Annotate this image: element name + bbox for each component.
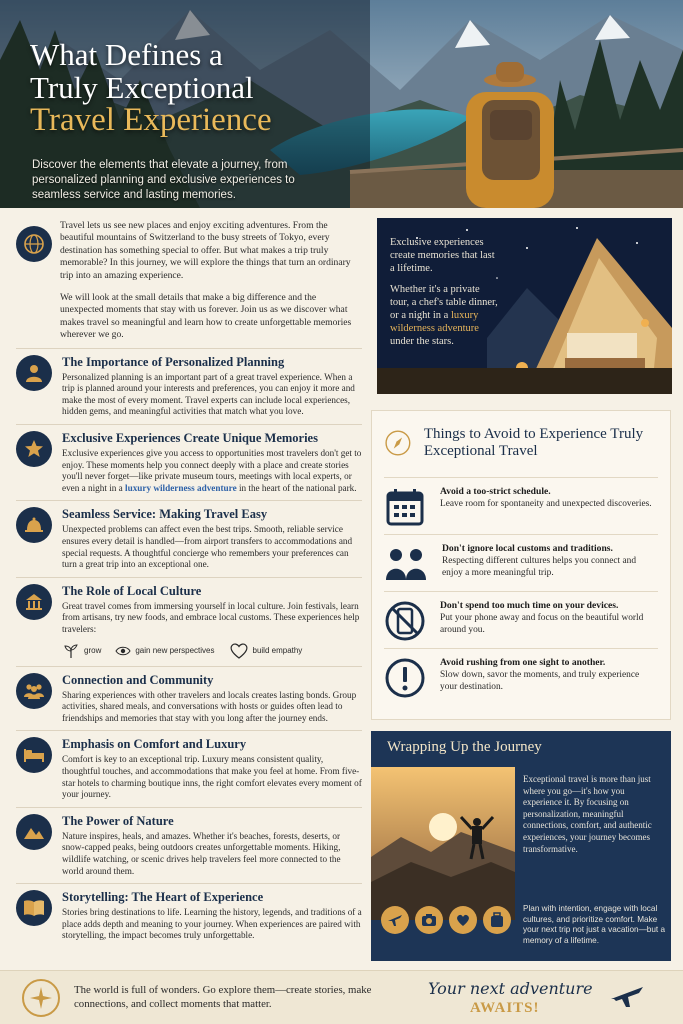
luxury-adventure-link[interactable]: luxury wilderness adventure — [125, 482, 237, 493]
wrap-text-2: Plan with intention, engage with local cultures, and prioritize comfort. Make your next trip not just a vacation—but a memory of a lifetime. — [523, 904, 665, 945]
avoid-title: Things to Avoid to Experience Truly Exceptional Travel — [423, 426, 644, 459]
section-text: Great travel comes from immersing yourself in local culture. Join festivals, learn from artisans, try new foods, and embrace local customs. These experiences help travelers: — [62, 600, 360, 634]
title-line-3: Travel Experience — [30, 102, 272, 138]
avoid-item: Don't spend too much time on your devices. Put your phone away and focus on the beautiful world around you. — [384, 591, 658, 648]
section-personalized-planning — [16, 348, 362, 418]
intro — [16, 220, 362, 342]
avoid-item: Avoid rushing from one sight to another. Slow down, savor the moments, and truly experience your destination. — [384, 648, 658, 705]
section-title: Emphasis on Comfort and Luxury — [62, 737, 247, 752]
section-text: Sharing experiences with other travelers and locals creates lasting bonds. Group activities, shared meals, and conversations with hosts or guides often lead to friendships and memories that stay with you long after the journey ends. — [62, 689, 357, 723]
section-text: Exclusive experiences give you access to opportunities most travelers don't get to enjoy. These moments help you connect deeply with a place and create stories you'll never forget—like private museum tours, meetings with local experts, or even a night in a luxury wilderness adventure in the heart of the national park. — [62, 448, 362, 493]
globe-icon — [16, 226, 52, 262]
alert-icon — [384, 657, 426, 699]
camera-icon — [415, 906, 443, 934]
benefit-grow: grow — [62, 643, 101, 659]
section-text: Unexpected problems can affect even the best trips. Smooth, reliable service ensures every detail is handled—from airport transfers to accommodations and special requests. A thoughtful concierge who remembers your preferences can turn a great trip into an exceptional one. — [62, 524, 353, 570]
section-storytelling — [16, 883, 362, 942]
luggage-icon — [483, 906, 511, 934]
hero-subtitle: Discover the elements that elevate a journey, from personalized planning and exclusive experiences to seamless service and lasting memories. — [32, 159, 295, 201]
temple-icon — [16, 584, 52, 620]
avoid-item: Avoid a too-strict schedule. Leave room for spontaneity and unexpected discoveries. — [384, 477, 658, 534]
wrap-text-1: Exceptional travel is more than just where you go—it's how you experience it. By focusing on personalization, meaningful connections, comfort, and authentic experiences, your journey becomes transformative. — [523, 774, 652, 854]
section-local-culture — [16, 577, 362, 660]
photo-card-line-1: Exclusive experiences create memories that last a lifetime. — [390, 237, 495, 274]
compass-icon — [384, 423, 412, 463]
section-title: Seamless Service: Making Travel Easy — [62, 507, 268, 522]
benefit-empathy: build empathy — [229, 642, 303, 660]
person-icon — [16, 355, 52, 391]
footer — [0, 970, 683, 1024]
section-comfort-luxury — [16, 730, 362, 800]
left-column — [16, 220, 362, 942]
photo-card-line-2: Whether it's a private tour, a chef's table dinner, or a night in a luxury wilderness adventure under the stars. — [390, 284, 498, 347]
section-text: Personalized planning is an important part of a great travel experience. When a trip is planned around your interests and preferences, you can enjoy it more and make the most of every moment. Travel experts can include local experiences, hidden gems, and meaningful activities that match what you love. — [62, 371, 355, 417]
hero-banner — [0, 0, 683, 208]
section-title: The Importance of Personalized Planning — [62, 354, 285, 369]
intro-text — [60, 220, 362, 342]
hiker-photo — [371, 767, 515, 920]
wrap-up-panel — [371, 731, 671, 961]
intro-paragraph-1: Travel lets us see new places and enjoy exciting adventures. From the beautiful mountains of Switzerland to the busy streets of Tokyo, every destination has something special to offer. But what makes a trip truly memorable? In this journey, we will explore the things that turn an ordinary trip into an amazing experience. — [60, 220, 351, 281]
heart-hands-icon — [449, 906, 477, 934]
star-icon — [16, 431, 52, 467]
things-to-avoid-panel — [371, 410, 671, 720]
title-line-1: What Defines a — [30, 37, 223, 72]
sprout-icon — [62, 643, 80, 659]
section-title: Storytelling: The Heart of Experience — [62, 890, 264, 905]
section-title: Connection and Community — [62, 672, 214, 687]
footer-text: The world is full of wonders. Go explore them—create stories, make connections, and collect moments that matter. — [74, 984, 372, 1010]
wrap-icons — [381, 906, 511, 934]
section-power-of-nature — [16, 807, 362, 877]
benefits-row — [62, 642, 362, 660]
bed-icon — [16, 737, 52, 773]
glamping-photo-card — [377, 218, 672, 394]
airplane-icon — [610, 985, 644, 1009]
plane-icon — [381, 906, 409, 934]
section-title: The Role of Local Culture — [62, 583, 202, 598]
group-icon — [16, 673, 52, 709]
section-title: Exclusive Experiences Create Unique Memories — [62, 431, 318, 446]
bell-icon — [16, 507, 52, 543]
title-line-2: Truly Exceptional — [30, 70, 254, 105]
intro-paragraph-2: We will look at the small details that make a big difference and the unexpected moments that stay with us forever. Join us as we discover what makes travel so meaningful and learn how to create unforgettable memories wherever we go. — [60, 292, 352, 341]
eye-icon — [115, 643, 131, 659]
photo-card-text — [390, 236, 500, 348]
cta-line-1: Your next adventure — [428, 979, 593, 998]
no-phone-icon — [384, 600, 426, 642]
people-icon — [384, 543, 428, 585]
wrap-title: Wrapping Up the Journey — [387, 739, 542, 755]
calendar-icon — [384, 486, 426, 528]
section-exclusive-experiences — [16, 424, 362, 494]
benefit-perspectives: gain new perspectives — [115, 643, 214, 659]
section-seamless-service — [16, 500, 362, 570]
mountain-icon — [16, 814, 52, 850]
section-text: Comfort is key to an exceptional trip. Luxury means consistent quality, thoughtful touches, and accommodations that make you feel at home. From five-star hotels to charming boutique inns, the right comfort elevates every moment of your journey. — [62, 754, 362, 800]
avoid-item: Don't ignore local customs and traditions. Respecting different cultures helps you connect and enjoy a more meaningful trip. — [384, 534, 658, 591]
section-title: The Power of Nature — [62, 813, 174, 828]
section-connection-community — [16, 666, 362, 725]
heart-icon — [229, 642, 249, 660]
page-title — [30, 38, 360, 137]
book-icon — [16, 890, 52, 926]
compass-icon — [22, 979, 60, 1017]
cta-line-2: AWAITS! — [470, 1000, 540, 1016]
section-text: Stories bring destinations to life. Learning the history, legends, and traditions of a place adds depth and meaning to your journey. When experiences are paired with storytelling, the impact becomes truly unforgettable. — [62, 907, 362, 941]
section-text: Nature inspires, heals, and amazes. Whether it's beaches, forests, deserts, or snow-capped peaks, being outdoors creates unforgettable moments. Hiking, wildlife watching, or scenic drives help travelers feel more connected to the world around them. — [62, 830, 341, 876]
